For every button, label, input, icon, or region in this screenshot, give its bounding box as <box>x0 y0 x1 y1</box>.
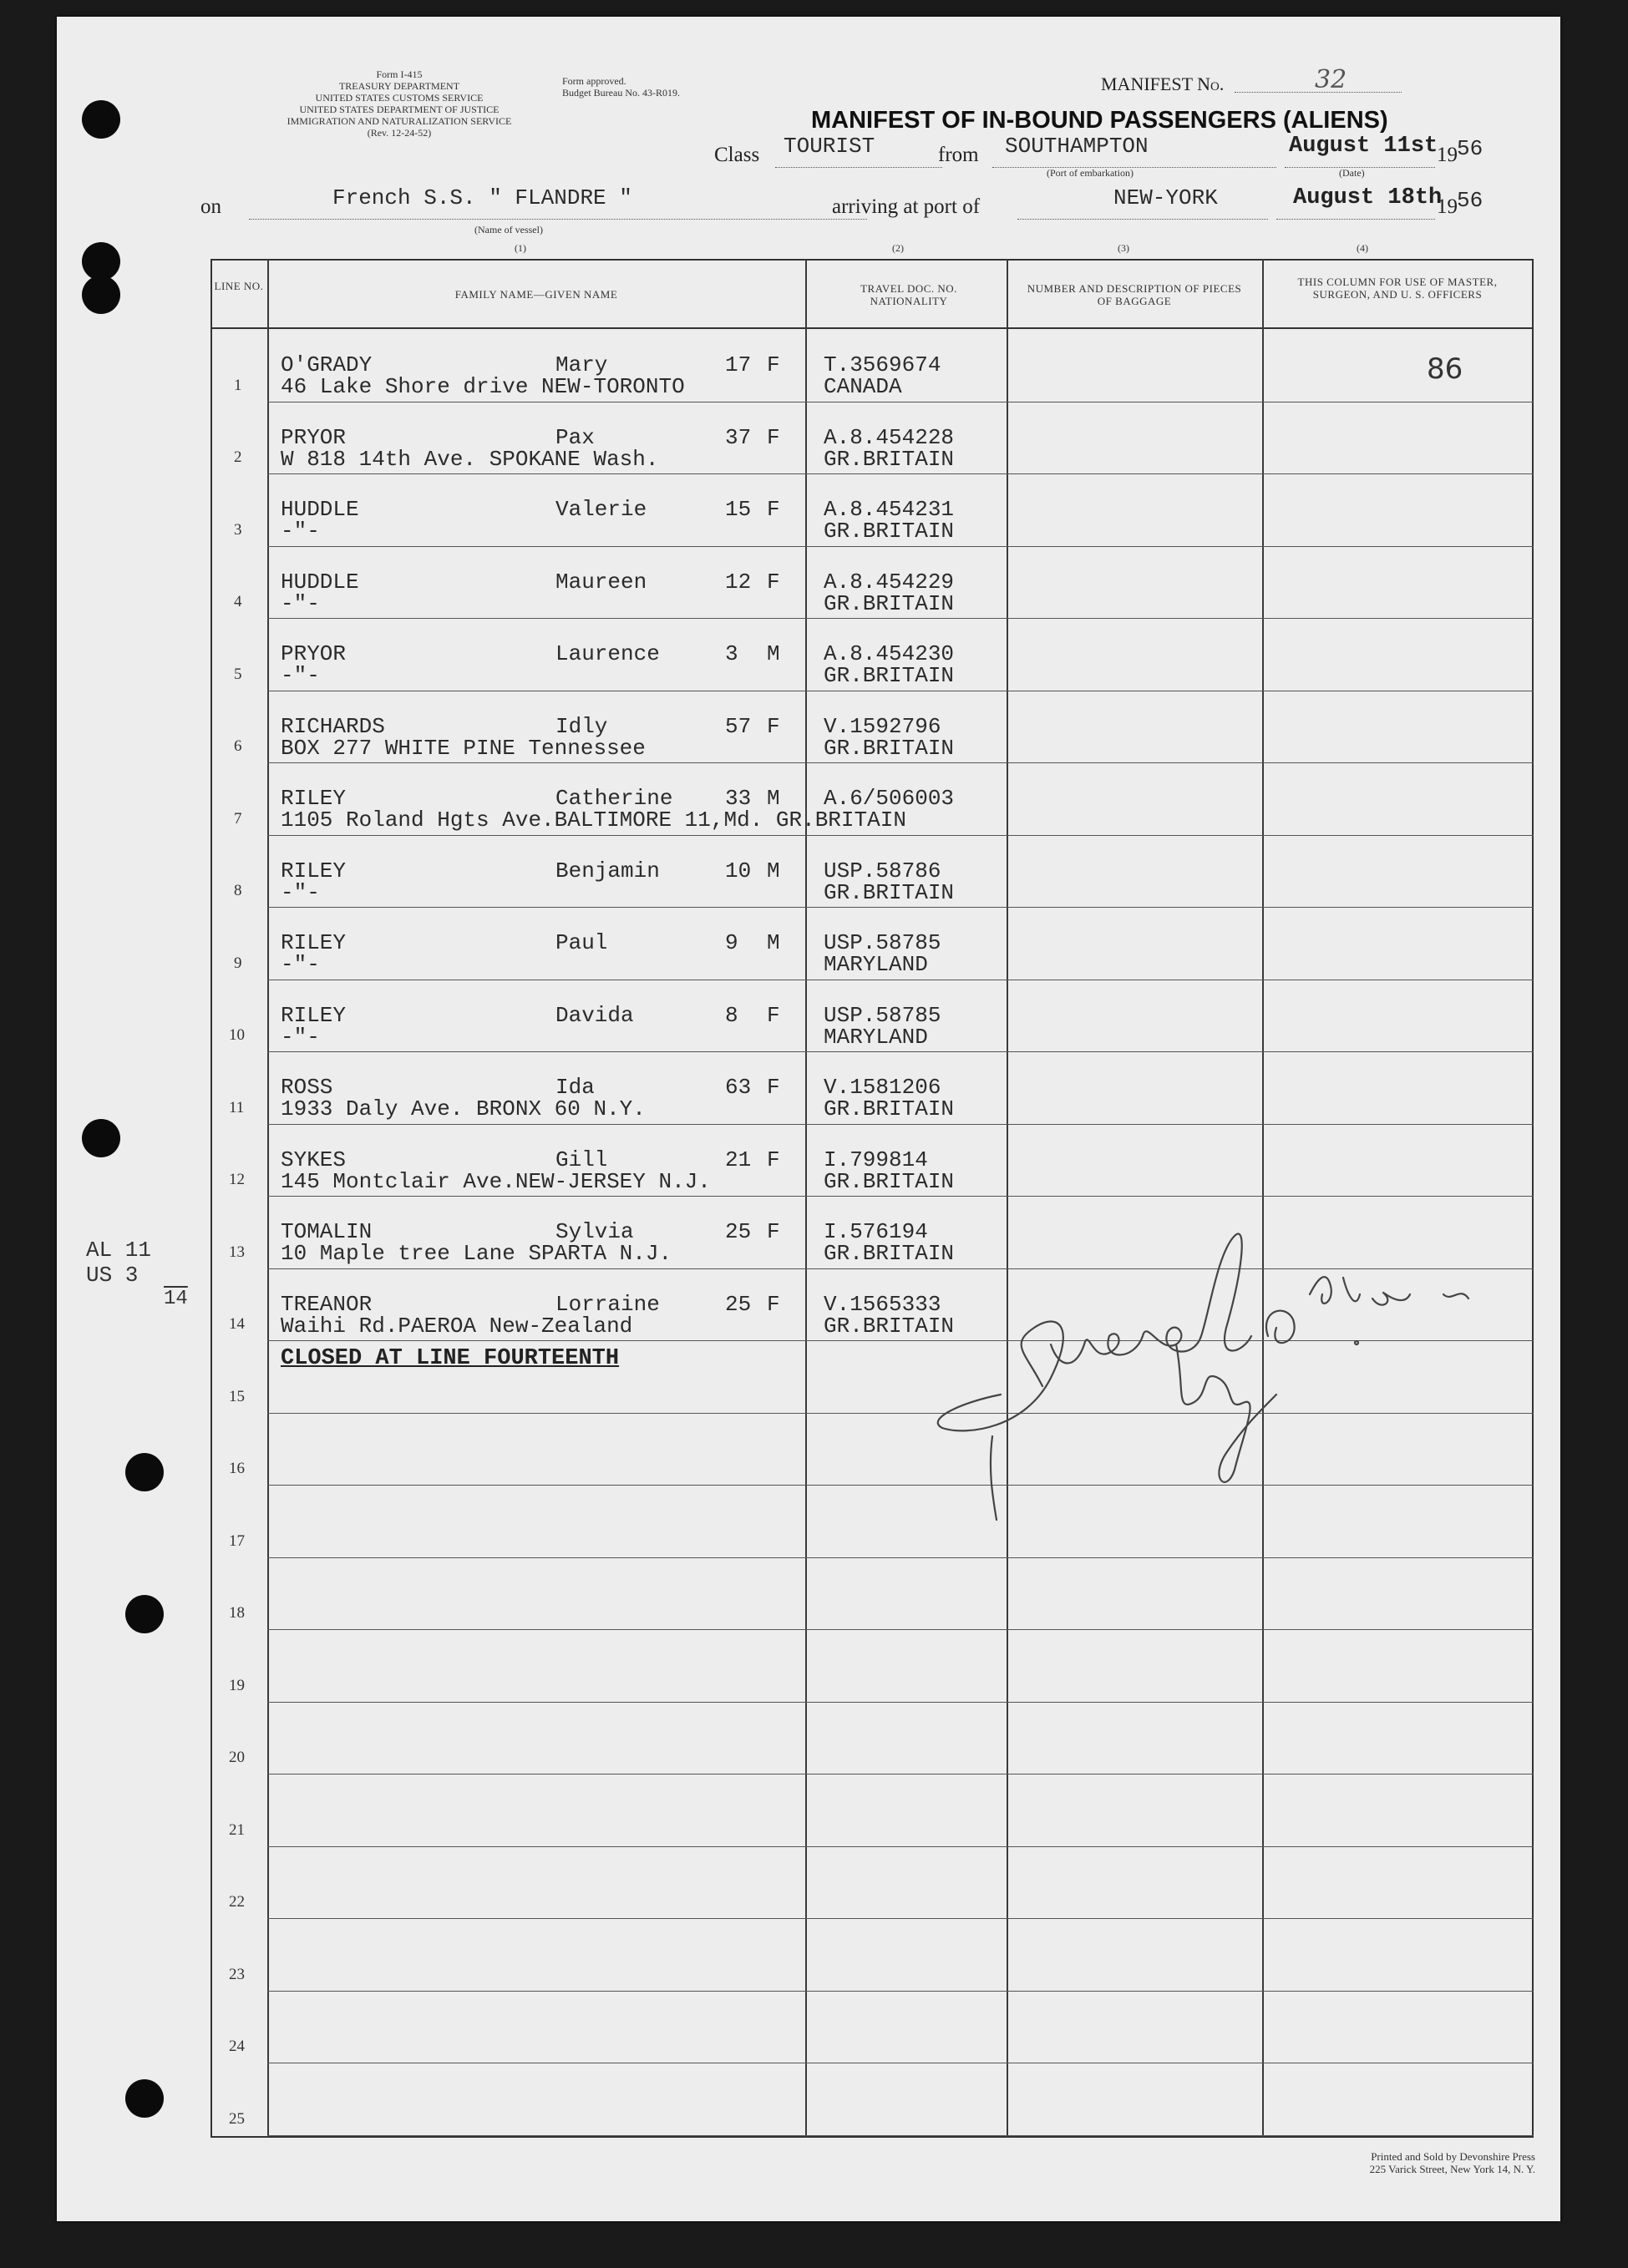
travel-doc-no: V.1581206 <box>824 1075 941 1100</box>
arr-year-suffix: 56 <box>1457 188 1483 213</box>
arr-date: August 18th <box>1293 185 1443 210</box>
punch-hole <box>125 1453 164 1491</box>
sex: F <box>767 1003 780 1028</box>
address: Waihi Rd.PAEROA New-Zealand <box>281 1314 633 1339</box>
sex: F <box>767 1075 780 1100</box>
given-name: Laurence <box>555 641 660 666</box>
row-rule <box>267 618 1534 619</box>
address: -"- <box>281 952 320 977</box>
form-info <box>224 68 575 139</box>
travel-doc-no: V.1592796 <box>824 714 941 739</box>
row-rule <box>267 762 1534 763</box>
row-rule <box>267 1846 1534 1847</box>
given-name: Idly <box>555 714 608 739</box>
address: 46 Lake Shore drive NEW-TORONTO <box>281 374 685 399</box>
printer-footer <box>1168 2150 1535 2175</box>
travel-doc-no: V.1565333 <box>824 1292 941 1317</box>
margin-note-us: US 3 <box>86 1263 139 1288</box>
line-number: 14 <box>229 1315 245 1333</box>
address: W 818 14th Ave. SPOKANE Wash. <box>281 447 659 472</box>
address: BOX 277 WHITE PINE Tennessee <box>281 736 646 761</box>
given-name: Ida <box>555 1075 595 1100</box>
vessel-name: French S.S. " FLANDRE " <box>332 185 632 210</box>
line-number: 4 <box>234 593 242 610</box>
punch-hole <box>82 1119 120 1157</box>
travel-doc-no: A.8.454229 <box>824 570 955 595</box>
officer-note: 86 <box>1427 352 1463 386</box>
printer-line1: Printed and Sold by Devonshire Press <box>1371 2150 1535 2163</box>
header-rule <box>210 327 1534 329</box>
nationality: MARYLAND <box>824 952 928 977</box>
manifest-title: MANIFEST OF IN-BOUND PASSENGERS (ALIENS) <box>811 107 1388 134</box>
col-divider-baggage <box>1262 259 1264 2138</box>
family-name: ROSS <box>281 1075 333 1100</box>
family-name: TREANOR <box>281 1292 373 1317</box>
manifest-no-label: MANIFEST No. <box>1101 73 1225 94</box>
row-rule <box>267 1629 1534 1630</box>
on-label: on <box>200 195 221 218</box>
address: 1933 Daly Ave. BRONX 60 N.Y. <box>281 1096 646 1121</box>
travel-doc-no: A.8.454228 <box>824 425 955 450</box>
address: -"- <box>281 663 320 688</box>
address: 1105 Roland Hgts Ave.BALTIMORE 11,Md. GR.BRITAIN <box>281 807 906 833</box>
sex: F <box>767 425 780 450</box>
line-number: 2 <box>234 448 242 466</box>
address: 145 Montclair Ave.NEW-JERSEY N.J. <box>281 1169 711 1194</box>
address: -"- <box>281 519 320 544</box>
arr-date-field <box>1276 185 1443 220</box>
arriving-label: arriving at port of <box>832 195 981 218</box>
inspector-signature <box>909 1219 1510 1536</box>
travel-doc-no: USP.58786 <box>824 858 941 883</box>
vessel-caption: (Name of vessel) <box>474 224 543 235</box>
age: 8 <box>725 1003 738 1028</box>
nationality: GR.BRITAIN <box>824 1314 955 1339</box>
age: 33 <box>725 786 752 811</box>
header-family-name: FAMILY NAME—GIVEN NAME <box>454 288 618 301</box>
revision: (Rev. 12-24-52) <box>367 127 432 139</box>
given-name: Lorraine <box>555 1292 660 1317</box>
age: 17 <box>725 352 752 377</box>
approval-info <box>562 75 680 99</box>
dep-date-field <box>1285 134 1438 168</box>
arr-year-prefix: 19 <box>1437 195 1458 218</box>
sex: M <box>767 930 780 955</box>
address: -"- <box>281 591 320 616</box>
travel-doc-no: USP.58785 <box>824 930 941 955</box>
family-name: O'GRADY <box>281 352 373 377</box>
sex: M <box>767 786 780 811</box>
sex: M <box>767 858 780 883</box>
nationality: GR.BRITAIN <box>824 880 955 905</box>
col-num-4: (4) <box>1357 242 1368 254</box>
family-name: RILEY <box>281 1003 347 1028</box>
row-rule <box>267 2135 1534 2136</box>
header-travel-doc: TRAVEL DOC. NO. NATIONALITY <box>860 282 957 307</box>
sex: F <box>767 497 780 522</box>
row-rule <box>267 1991 1534 1992</box>
justice-dept: UNITED STATES DEPARTMENT OF JUSTICE <box>299 104 500 115</box>
manifest-number: 32 <box>1315 65 1347 94</box>
family-name: PRYOR <box>281 425 347 450</box>
dep-date: August 11st <box>1289 134 1438 159</box>
row-rule <box>267 1557 1534 1558</box>
port-embark-caption: (Port of embarkation) <box>1047 167 1134 179</box>
family-name: PRYOR <box>281 641 347 666</box>
row-rule <box>267 546 1534 547</box>
punch-hole <box>82 276 120 314</box>
nationality: GR.BRITAIN <box>824 1096 955 1121</box>
nationality: GR.BRITAIN <box>824 1169 955 1194</box>
family-name: TOMALIN <box>281 1219 373 1244</box>
address: -"- <box>281 880 320 905</box>
manifest-no-field <box>1235 67 1402 93</box>
treasury-dept: TREASURY DEPARTMENT <box>338 80 460 92</box>
sex: F <box>767 352 780 377</box>
line-number: 25 <box>229 2110 245 2128</box>
line-number: 23 <box>229 1966 245 1983</box>
col-divider-line <box>267 259 269 2138</box>
travel-doc-no: T.3569674 <box>824 352 941 377</box>
nationality: CANADA <box>824 374 902 399</box>
line-number: 22 <box>229 1893 245 1911</box>
form-number: Form I-415 <box>376 68 423 80</box>
travel-doc-no: A.8.454230 <box>824 641 955 666</box>
family-name: RILEY <box>281 786 347 811</box>
sex: F <box>767 714 780 739</box>
line-number: 18 <box>229 1604 245 1622</box>
nationality: GR.BRITAIN <box>824 591 955 616</box>
margin-note-al: AL 11 <box>86 1238 152 1263</box>
header-line-no: LINE NO. <box>214 280 264 292</box>
age: 15 <box>725 497 752 522</box>
line-number: 20 <box>229 1749 245 1766</box>
travel-doc-no: I.799814 <box>824 1147 928 1172</box>
row-rule <box>267 835 1534 836</box>
family-name: HUDDLE <box>281 570 359 595</box>
line-number: 24 <box>229 2038 245 2055</box>
ins-service: IMMIGRATION AND NATURALIZATION SERVICE <box>287 115 512 127</box>
row-rule <box>267 1196 1534 1197</box>
dep-year-suffix: 56 <box>1457 136 1483 161</box>
age: 3 <box>725 641 738 666</box>
sex: F <box>767 1147 780 1172</box>
manifest-page <box>57 17 1560 2221</box>
given-name: Pax <box>555 425 595 450</box>
travel-doc-no: I.576194 <box>824 1219 928 1244</box>
row-rule <box>267 1702 1534 1703</box>
nationality: GR.BRITAIN <box>824 736 955 761</box>
margin-note-total: 14 <box>164 1288 188 1310</box>
age: 12 <box>725 570 752 595</box>
col-num-3: (3) <box>1118 242 1129 254</box>
given-name: Maureen <box>555 570 647 595</box>
address: -"- <box>281 1025 320 1050</box>
line-number: 9 <box>234 954 242 972</box>
arrival-port: NEW-YORK <box>1113 185 1218 210</box>
printer-line2: 225 Varick Street, New York 14, N. Y. <box>1369 2163 1535 2175</box>
line-number: 11 <box>229 1099 245 1116</box>
given-name: Catherine <box>555 786 673 811</box>
given-name: Paul <box>555 930 608 955</box>
vessel-field <box>249 185 867 220</box>
age: 25 <box>725 1219 752 1244</box>
line-number: 21 <box>229 1821 245 1839</box>
line-number: 10 <box>229 1026 245 1044</box>
row-rule <box>267 1918 1534 1919</box>
punch-hole <box>125 1595 164 1633</box>
nationality: MARYLAND <box>824 1025 928 1050</box>
class-label: Class <box>714 144 760 166</box>
col-num-2: (2) <box>892 242 904 254</box>
line-number: 8 <box>234 882 242 899</box>
col-divider-doc <box>1007 259 1008 2138</box>
age: 63 <box>725 1075 752 1100</box>
line-number: 15 <box>229 1388 245 1405</box>
family-name: SYKES <box>281 1147 347 1172</box>
age: 37 <box>725 425 752 450</box>
family-name: RILEY <box>281 858 347 883</box>
line-number: 16 <box>229 1460 245 1477</box>
sex: F <box>767 1219 780 1244</box>
line-number: 19 <box>229 1677 245 1694</box>
age: 25 <box>725 1292 752 1317</box>
age: 21 <box>725 1147 752 1172</box>
given-name: Valerie <box>555 497 647 522</box>
punch-hole <box>125 2079 164 2118</box>
customs-service: UNITED STATES CUSTOMS SERVICE <box>315 92 484 104</box>
nationality: GR.BRITAIN <box>824 519 955 544</box>
row-rule <box>267 473 1534 474</box>
address: 10 Maple tree Lane SPARTA N.J. <box>281 1241 672 1266</box>
family-name: RILEY <box>281 930 347 955</box>
line-number: 6 <box>234 737 242 755</box>
given-name: Benjamin <box>555 858 660 883</box>
dep-year-prefix: 19 <box>1437 144 1458 166</box>
nationality: GR.BRITAIN <box>824 447 955 472</box>
budget-bureau: Budget Bureau No. 43-R019. <box>562 87 680 99</box>
punch-hole <box>82 100 120 139</box>
line-number: 1 <box>234 377 242 394</box>
given-name: Mary <box>555 352 608 377</box>
line-number: 17 <box>229 1532 245 1550</box>
line-number: 13 <box>229 1243 245 1261</box>
family-name: HUDDLE <box>281 497 359 522</box>
travel-doc-no: A.8.454231 <box>824 497 955 522</box>
row-rule <box>267 1124 1534 1125</box>
sex: F <box>767 570 780 595</box>
col-num-1: (1) <box>515 242 526 254</box>
nationality: GR.BRITAIN <box>824 663 955 688</box>
age: 57 <box>725 714 752 739</box>
closed-line-text: CLOSED AT LINE FOURTEENTH <box>281 1346 620 1371</box>
line-number: 3 <box>234 521 242 539</box>
row-rule <box>267 907 1534 908</box>
travel-doc-no: A.6/506003 <box>824 786 955 811</box>
given-name: Davida <box>555 1003 634 1028</box>
header-baggage: NUMBER AND DESCRIPTION OF PIECES OF BAGGAGE <box>1027 282 1242 307</box>
from-label: from <box>938 144 979 166</box>
nationality: GR.BRITAIN <box>824 1241 955 1266</box>
family-name: RICHARDS <box>281 714 385 739</box>
class-field <box>775 134 942 168</box>
given-name: Gill <box>555 1147 608 1172</box>
from-field <box>992 134 1276 168</box>
travel-doc-no: USP.58785 <box>824 1003 941 1028</box>
date-caption: (Date) <box>1339 167 1365 179</box>
line-number: 7 <box>234 810 242 828</box>
col-divider-name <box>805 259 807 2138</box>
line-number: 5 <box>234 666 242 683</box>
class-value: TOURIST <box>784 134 875 159</box>
header-officers: THIS COLUMN FOR USE OF MASTER, SURGEON, AND U. S. OFFICERS <box>1297 276 1498 301</box>
row-rule <box>267 1051 1534 1052</box>
given-name: Sylvia <box>555 1219 634 1244</box>
age: 10 <box>725 858 752 883</box>
form-approved: Form approved. <box>562 75 626 87</box>
sex: F <box>767 1292 780 1317</box>
embark-port: SOUTHAMPTON <box>1005 134 1149 159</box>
arrival-port-field <box>1017 185 1268 220</box>
age: 9 <box>725 930 738 955</box>
sex: M <box>767 641 780 666</box>
line-number: 12 <box>229 1171 245 1188</box>
